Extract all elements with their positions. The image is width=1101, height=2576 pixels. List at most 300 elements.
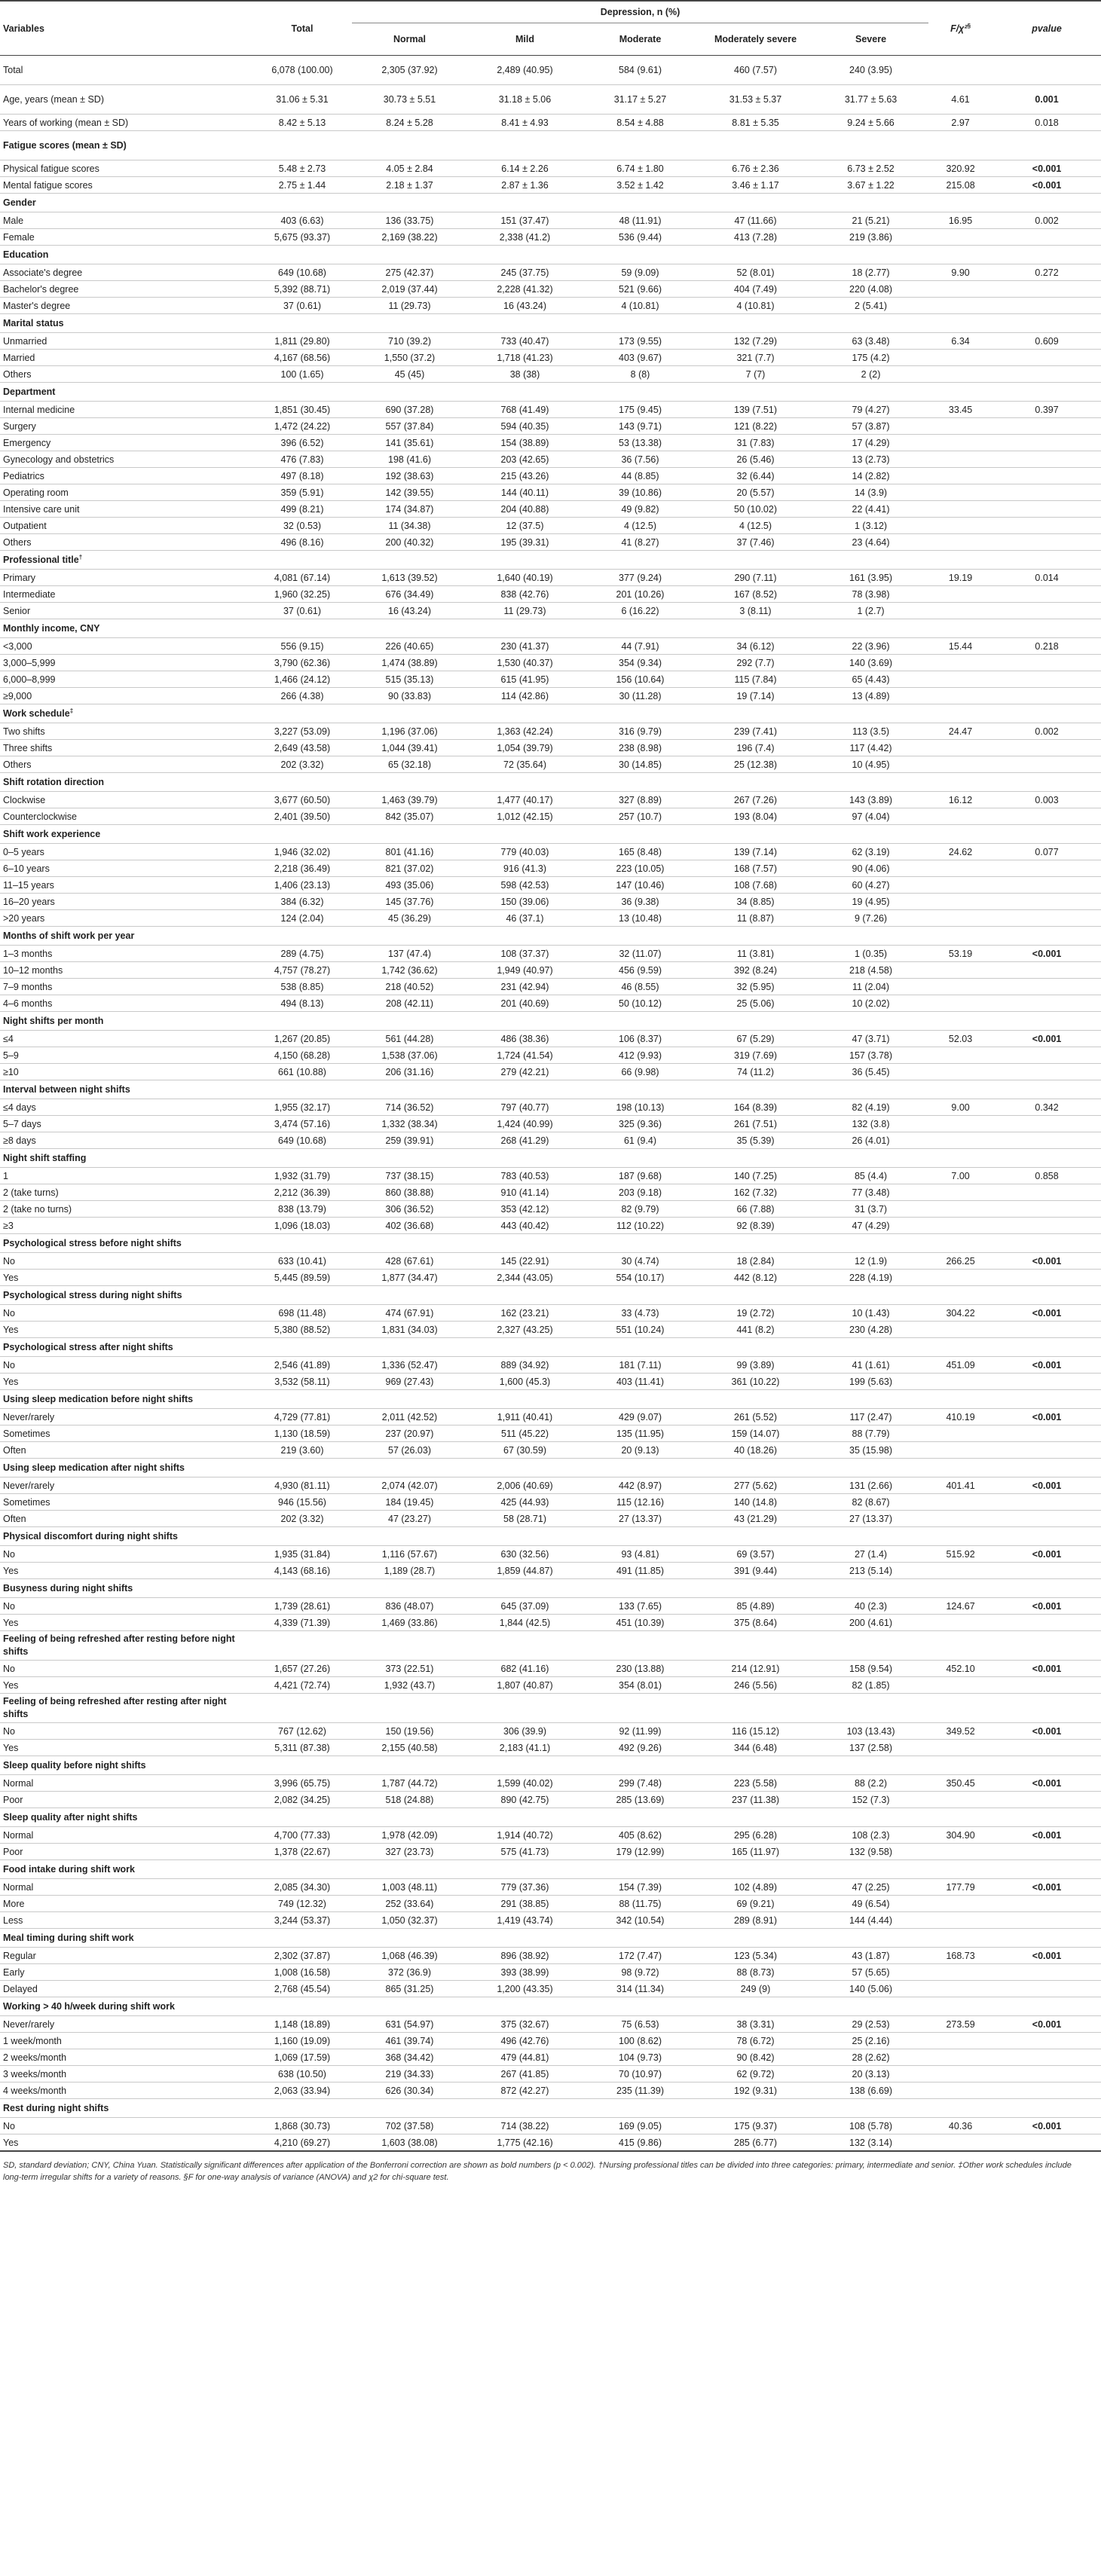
cell-normal: 1,787 (44.72): [352, 1775, 467, 1792]
row-label: Poor: [0, 1792, 252, 1808]
cell-mild: 1,599 (40.02): [467, 1775, 583, 1792]
cell-severe: 9 (7.26): [813, 910, 928, 927]
table-row: [0, 1064, 1101, 1080]
cell-moderate: 147 (10.46): [583, 877, 698, 894]
table-row: [0, 792, 1101, 808]
cell-moderate: 415 (9.86): [583, 2134, 698, 2152]
cell-pvalue: [992, 586, 1101, 603]
cell-moderately-severe: 4 (12.5): [698, 518, 813, 534]
cell-total: 2,082 (34.25): [252, 1792, 352, 1808]
cell-moderate: 405 (8.62): [583, 1827, 698, 1844]
section-header-row: [0, 1080, 1101, 1099]
cell-normal: 65 (32.18): [352, 756, 467, 773]
cell-pvalue: [992, 518, 1101, 534]
table-footnote: SD, standard deviation; CNY, China Yuan. Statistically significant differences after application of the Bonferroni correction are shown as bold numbers (p < 0.002). †Nursing professional titles can be divided into three categories: primary, intermediate and senior. ‡Other work schedules include long-term irregular shifts for a variety of reasons. §F for one-way analysis of variance (ANOVA) and χ2 for chi-square test.: [3, 2161, 1072, 2182]
cell-normal: 30.73 ± 5.51: [352, 85, 467, 115]
cell-normal: 690 (37.28): [352, 402, 467, 418]
cell-f-chi: 349.52: [928, 1723, 992, 1740]
cell-f-chi: [928, 1374, 992, 1390]
row-label: Associate's degree: [0, 264, 252, 281]
cell-severe: 157 (3.78): [813, 1047, 928, 1064]
cell-mild: 195 (39.31): [467, 534, 583, 551]
cell-total: 266 (4.38): [252, 688, 352, 704]
cell-moderately-severe: 167 (8.52): [698, 586, 813, 603]
cell-total: 3,474 (57.16): [252, 1116, 352, 1132]
cell-moderately-severe: 139 (7.14): [698, 844, 813, 860]
cell-normal: 557 (37.84): [352, 418, 467, 435]
cell-pvalue: [992, 1218, 1101, 1234]
cell-severe: 230 (4.28): [813, 1322, 928, 1338]
cell-mild: 2,338 (41.2): [467, 229, 583, 246]
cell-normal: 218 (40.52): [352, 979, 467, 995]
row-label: Operating room: [0, 484, 252, 501]
col-header-depression-group: [352, 1, 928, 23]
cell-pvalue: [992, 655, 1101, 671]
cell-moderate: 33 (4.73): [583, 1305, 698, 1322]
cell-total: 5,392 (88.71): [252, 281, 352, 298]
col-header-mild: Mild: [515, 34, 534, 44]
cell-severe: 218 (4.58): [813, 962, 928, 979]
cell-total: 219 (3.60): [252, 1442, 352, 1459]
cell-pvalue: [992, 995, 1101, 1012]
cell-moderate: 285 (13.69): [583, 1792, 698, 1808]
cell-mild: 145 (22.91): [467, 1253, 583, 1270]
cell-moderate: 316 (9.79): [583, 723, 698, 740]
cell-pvalue: [992, 1981, 1101, 1997]
cell-total: 767 (12.62): [252, 1723, 352, 1740]
table-row: [0, 1305, 1101, 1322]
row-label: Married: [0, 350, 252, 366]
section-title: [0, 194, 1101, 212]
cell-total: 289 (4.75): [252, 946, 352, 962]
cell-mild: 114 (42.86): [467, 688, 583, 704]
cell-moderately-severe: 25 (5.06): [698, 995, 813, 1012]
cell-total: 946 (15.56): [252, 1494, 352, 1511]
cell-moderate: 46 (8.55): [583, 979, 698, 995]
section-header-row: [0, 704, 1101, 723]
row-label: No: [0, 1305, 252, 1322]
cell-normal: 141 (35.61): [352, 435, 467, 451]
cell-pvalue: [992, 2134, 1101, 2152]
cell-pvalue: [992, 979, 1101, 995]
cell-total: 499 (8.21): [252, 501, 352, 518]
table-row: [0, 1912, 1101, 1929]
cell-severe: 22 (4.41): [813, 501, 928, 518]
table-row: [0, 484, 1101, 501]
cell-pvalue: [992, 298, 1101, 314]
cell-total: 2,218 (36.49): [252, 860, 352, 877]
cell-f-chi: 168.73: [928, 1948, 992, 1964]
cell-moderate: 49 (9.82): [583, 501, 698, 518]
cell-pvalue: [992, 1442, 1101, 1459]
cell-mild: 797 (40.77): [467, 1099, 583, 1116]
section-title: [0, 704, 1101, 723]
cell-moderately-severe: 108 (7.68): [698, 877, 813, 894]
cell-f-chi: 177.79: [928, 1879, 992, 1896]
row-label: No: [0, 1357, 252, 1374]
cell-normal: 1,603 (38.08): [352, 2134, 467, 2152]
cell-moderate: 36 (7.56): [583, 451, 698, 468]
cell-moderately-severe: 140 (14.8): [698, 1494, 813, 1511]
cell-f-chi: [928, 894, 992, 910]
cell-total: 5.48 ± 2.73: [252, 160, 352, 177]
cell-mild: 72 (35.64): [467, 756, 583, 773]
cell-moderate: 32 (11.07): [583, 946, 698, 962]
row-label: No: [0, 1546, 252, 1563]
cell-severe: 65 (4.43): [813, 671, 928, 688]
cell-moderately-severe: 249 (9): [698, 1981, 813, 1997]
cell-f-chi: [928, 1677, 992, 1694]
cell-f-chi: 16.95: [928, 212, 992, 229]
cell-normal: 860 (38.88): [352, 1184, 467, 1201]
cell-mild: 615 (41.95): [467, 671, 583, 688]
cell-moderately-severe: 11 (8.87): [698, 910, 813, 927]
section-title-text: Feeling of being refreshed after resting after night shifts: [3, 1696, 227, 1719]
table-row: [0, 1896, 1101, 1912]
table-row: [0, 1494, 1101, 1511]
section-title: [0, 1234, 1101, 1253]
cell-severe: 82 (8.67): [813, 1494, 928, 1511]
table-row: [0, 962, 1101, 979]
row-label: Intermediate: [0, 586, 252, 603]
cell-total: 37 (0.61): [252, 298, 352, 314]
cell-f-chi: 7.00: [928, 1168, 992, 1184]
cell-moderately-severe: 196 (7.4): [698, 740, 813, 756]
section-header-row: [0, 1860, 1101, 1879]
cell-mild: 2,344 (43.05): [467, 1270, 583, 1286]
cell-mild: 154 (38.89): [467, 435, 583, 451]
cell-severe: 60 (4.27): [813, 877, 928, 894]
cell-moderate: 6 (16.22): [583, 603, 698, 619]
row-label: ≥3: [0, 1218, 252, 1234]
section-title: [0, 551, 1101, 570]
cell-moderately-severe: 50 (10.02): [698, 501, 813, 518]
cell-moderately-severe: 413 (7.28): [698, 229, 813, 246]
row-label: Emergency: [0, 435, 252, 451]
cell-moderately-severe: 392 (8.24): [698, 962, 813, 979]
col-header-normal: Normal: [393, 34, 427, 44]
row-label: 10–12 months: [0, 962, 252, 979]
row-label: 16–20 years: [0, 894, 252, 910]
table-row: [0, 894, 1101, 910]
cell-mild: 279 (42.21): [467, 1064, 583, 1080]
section-header-row: [0, 773, 1101, 792]
cell-f-chi: 52.03: [928, 1031, 992, 1047]
section-title-text: Night shifts per month: [3, 1016, 104, 1026]
row-label: Normal: [0, 1879, 252, 1896]
row-label: Often: [0, 1511, 252, 1527]
cell-normal: 1,189 (28.7): [352, 1563, 467, 1579]
cell-moderate: 8.54 ± 4.88: [583, 115, 698, 131]
cell-moderately-severe: 289 (8.91): [698, 1912, 813, 1929]
cell-pvalue: <0.001: [992, 1409, 1101, 1426]
cell-total: 5,675 (93.37): [252, 229, 352, 246]
cell-severe: 220 (4.08): [813, 281, 928, 298]
row-label: Sometimes: [0, 1494, 252, 1511]
cell-moderately-severe: 67 (5.29): [698, 1031, 813, 1047]
row-label: Others: [0, 756, 252, 773]
row-label: Poor: [0, 1844, 252, 1860]
cell-severe: 117 (4.42): [813, 740, 928, 756]
cell-mild: 896 (38.92): [467, 1948, 583, 1964]
cell-normal: 561 (44.28): [352, 1031, 467, 1047]
cell-total: 1,946 (32.02): [252, 844, 352, 860]
row-label: Never/rarely: [0, 2016, 252, 2033]
table-row: [0, 979, 1101, 995]
row-label: <3,000: [0, 638, 252, 655]
cell-normal: 145 (37.76): [352, 894, 467, 910]
section-title-text: Meal timing during shift work: [3, 1933, 134, 1943]
table-row: [0, 655, 1101, 671]
table-row: [0, 1563, 1101, 1579]
table-row: [0, 1598, 1101, 1615]
cell-pvalue: <0.001: [992, 1723, 1101, 1740]
table-row: [0, 2033, 1101, 2049]
cell-mild: 889 (34.92): [467, 1357, 583, 1374]
cell-moderately-severe: 139 (7.51): [698, 402, 813, 418]
row-label: Counterclockwise: [0, 808, 252, 825]
cell-f-chi: [928, 56, 992, 85]
row-label: Primary: [0, 570, 252, 586]
cell-total: 384 (6.32): [252, 894, 352, 910]
cell-total: 4,167 (68.56): [252, 350, 352, 366]
cell-normal: 4.05 ± 2.84: [352, 160, 467, 177]
cell-moderate: 4 (12.5): [583, 518, 698, 534]
cell-moderate: 70 (10.97): [583, 2066, 698, 2082]
cell-mild: 1,724 (41.54): [467, 1047, 583, 1064]
cell-moderate: 100 (8.62): [583, 2033, 698, 2049]
table-row: [0, 212, 1101, 229]
cell-total: 32 (0.53): [252, 518, 352, 534]
section-title-text: Physical discomfort during night shifts: [3, 1531, 178, 1542]
footnote-mark: ‡: [69, 707, 74, 715]
table-row: [0, 2134, 1101, 2152]
cell-moderately-severe: 375 (8.64): [698, 1615, 813, 1631]
cell-moderate: 20 (9.13): [583, 1442, 698, 1459]
table-row: [0, 1792, 1101, 1808]
section-title-text: Gender: [3, 197, 36, 208]
cell-normal: 1,932 (43.7): [352, 1677, 467, 1694]
cell-f-chi: 24.62: [928, 844, 992, 860]
section-title-text: Psychological stress during night shifts: [3, 1290, 182, 1300]
cell-mild: 479 (44.81): [467, 2049, 583, 2066]
cell-moderate: 442 (8.97): [583, 1477, 698, 1494]
cell-total: 31.06 ± 5.31: [252, 85, 352, 115]
cell-moderately-severe: 292 (7.7): [698, 655, 813, 671]
cell-total: 5,311 (87.38): [252, 1740, 352, 1756]
cell-f-chi: 304.90: [928, 1827, 992, 1844]
cell-severe: 23 (4.64): [813, 534, 928, 551]
cell-moderately-severe: 69 (3.57): [698, 1546, 813, 1563]
cell-total: 396 (6.52): [252, 435, 352, 451]
cell-total: 1,472 (24.22): [252, 418, 352, 435]
cell-severe: 199 (5.63): [813, 1374, 928, 1390]
cell-moderate: 203 (9.18): [583, 1184, 698, 1201]
cell-f-chi: 266.25: [928, 1253, 992, 1270]
row-label: 2 weeks/month: [0, 2049, 252, 2066]
cell-pvalue: [992, 1740, 1101, 1756]
cell-moderately-severe: 6.76 ± 2.36: [698, 160, 813, 177]
cell-f-chi: [928, 1116, 992, 1132]
cell-moderate: 354 (8.01): [583, 1677, 698, 1694]
cell-f-chi: [928, 586, 992, 603]
row-label: Master's degree: [0, 298, 252, 314]
cell-severe: 57 (5.65): [813, 1964, 928, 1981]
section-title: [0, 1579, 1101, 1598]
cell-severe: 9.24 ± 5.66: [813, 115, 928, 131]
cell-mild: 150 (39.06): [467, 894, 583, 910]
cell-pvalue: 0.001: [992, 85, 1101, 115]
cell-total: 5,445 (89.59): [252, 1270, 352, 1286]
cell-f-chi: 350.45: [928, 1775, 992, 1792]
row-label: 7–9 months: [0, 979, 252, 995]
cell-f-chi: [928, 603, 992, 619]
cell-mild: 11 (29.73): [467, 603, 583, 619]
cell-normal: 47 (23.27): [352, 1511, 467, 1527]
cell-severe: 161 (3.95): [813, 570, 928, 586]
cell-moderately-severe: 116 (15.12): [698, 1723, 813, 1740]
section-title-text: Months of shift work per year: [3, 930, 135, 941]
table-row: [0, 2049, 1101, 2066]
section-header-row: [0, 1808, 1101, 1827]
cell-severe: 158 (9.54): [813, 1661, 928, 1677]
table-row: [0, 860, 1101, 877]
row-label: No: [0, 1661, 252, 1677]
cell-moderately-severe: 92 (8.39): [698, 1218, 813, 1234]
cell-severe: 132 (3.8): [813, 1116, 928, 1132]
cell-moderately-severe: 31 (7.83): [698, 435, 813, 451]
cell-normal: 275 (42.37): [352, 264, 467, 281]
cell-pvalue: [992, 1792, 1101, 1808]
cell-moderately-severe: 3.46 ± 1.17: [698, 177, 813, 194]
cell-severe: 1 (2.7): [813, 603, 928, 619]
cell-mild: 1,844 (42.5): [467, 1615, 583, 1631]
cell-f-chi: [928, 534, 992, 551]
cell-mild: 1,775 (42.16): [467, 2134, 583, 2152]
cell-normal: 90 (33.83): [352, 688, 467, 704]
row-label: Yes: [0, 1615, 252, 1631]
cell-total: 4,081 (67.14): [252, 570, 352, 586]
cell-total: 649 (10.68): [252, 264, 352, 281]
row-label: 6–10 years: [0, 860, 252, 877]
cell-severe: 132 (9.58): [813, 1844, 928, 1860]
cell-moderately-severe: 159 (14.07): [698, 1426, 813, 1442]
cell-total: 2,649 (43.58): [252, 740, 352, 756]
section-title-text: Monthly income, CNY: [3, 623, 100, 634]
table-row: [0, 1099, 1101, 1116]
cell-f-chi: [928, 1511, 992, 1527]
cell-moderate: 8 (8): [583, 366, 698, 383]
cell-moderate: 169 (9.05): [583, 2118, 698, 2134]
section-title-text: Interval between night shifts: [3, 1084, 130, 1095]
section-header-row: [0, 1286, 1101, 1305]
cell-normal: 306 (36.52): [352, 1201, 467, 1218]
cell-mild: 594 (40.35): [467, 418, 583, 435]
row-label: 0–5 years: [0, 844, 252, 860]
section-title: [0, 1012, 1101, 1031]
cell-moderate: 235 (11.39): [583, 2082, 698, 2099]
table-row: [0, 1511, 1101, 1527]
cell-mild: 144 (40.11): [467, 484, 583, 501]
row-label: 3,000–5,999: [0, 655, 252, 671]
cell-severe: 144 (4.44): [813, 1912, 928, 1929]
cell-mild: 425 (44.93): [467, 1494, 583, 1511]
cell-total: 5,380 (88.52): [252, 1322, 352, 1338]
cell-normal: 198 (41.6): [352, 451, 467, 468]
cell-normal: 969 (27.43): [352, 1374, 467, 1390]
cell-pvalue: [992, 1374, 1101, 1390]
section-title: [0, 1631, 1101, 1661]
table-row: [0, 534, 1101, 551]
cell-moderately-severe: 285 (6.77): [698, 2134, 813, 2152]
row-label: Years of working (mean ± SD): [0, 115, 252, 131]
cell-f-chi: 451.09: [928, 1357, 992, 1374]
table-row: [0, 1357, 1101, 1374]
table-row: [0, 1827, 1101, 1844]
f-chi-footnote-mark: §: [967, 22, 971, 29]
cell-total: 556 (9.15): [252, 638, 352, 655]
cell-f-chi: 124.67: [928, 1598, 992, 1615]
cell-total: 4,150 (68.28): [252, 1047, 352, 1064]
cell-severe: 43 (1.87): [813, 1948, 928, 1964]
cell-mild: 598 (42.53): [467, 877, 583, 894]
cell-f-chi: 452.10: [928, 1661, 992, 1677]
section-header-row: [0, 1338, 1101, 1357]
cell-pvalue: [992, 688, 1101, 704]
cell-mild: 2,183 (41.1): [467, 1740, 583, 1756]
cell-total: 4,930 (81.11): [252, 1477, 352, 1494]
cell-moderately-severe: 319 (7.69): [698, 1047, 813, 1064]
cell-severe: 31.77 ± 5.63: [813, 85, 928, 115]
cell-normal: 208 (42.11): [352, 995, 467, 1012]
cell-moderate: 187 (9.68): [583, 1168, 698, 1184]
row-label: Sometimes: [0, 1426, 252, 1442]
section-header-row: [0, 551, 1101, 570]
cell-total: 4,339 (71.39): [252, 1615, 352, 1631]
cell-severe: 3.67 ± 1.22: [813, 177, 928, 194]
cell-pvalue: [992, 229, 1101, 246]
table-row: [0, 1775, 1101, 1792]
row-label: No: [0, 1253, 252, 1270]
cell-total: 633 (10.41): [252, 1253, 352, 1270]
cell-total: 403 (6.63): [252, 212, 352, 229]
cell-moderately-severe: 88 (8.73): [698, 1964, 813, 1981]
section-title-text: Food intake during shift work: [3, 1864, 135, 1875]
cell-moderate: 492 (9.26): [583, 1740, 698, 1756]
cell-normal: 137 (47.4): [352, 946, 467, 962]
cell-total: 3,996 (65.75): [252, 1775, 352, 1792]
cell-normal: 1,336 (52.47): [352, 1357, 467, 1374]
cell-f-chi: [928, 1844, 992, 1860]
row-label: ≤4: [0, 1031, 252, 1047]
header-row-top: [0, 1, 1101, 23]
cell-f-chi: 2.97: [928, 115, 992, 131]
cell-f-chi: [928, 484, 992, 501]
section-header-row: [0, 1756, 1101, 1775]
cell-pvalue: [992, 1270, 1101, 1286]
cell-total: 202 (3.32): [252, 756, 352, 773]
table-row: [0, 56, 1101, 85]
cell-moderately-severe: 3 (8.11): [698, 603, 813, 619]
col-header-moderately-severe: Moderately severe: [714, 33, 797, 44]
cell-mild: 230 (41.37): [467, 638, 583, 655]
table-row: [0, 1981, 1101, 1997]
cell-severe: 108 (2.3): [813, 1827, 928, 1844]
table-row: [0, 350, 1101, 366]
cell-f-chi: [928, 979, 992, 995]
table-row: [0, 1948, 1101, 1964]
cell-moderate: 584 (9.61): [583, 56, 698, 85]
